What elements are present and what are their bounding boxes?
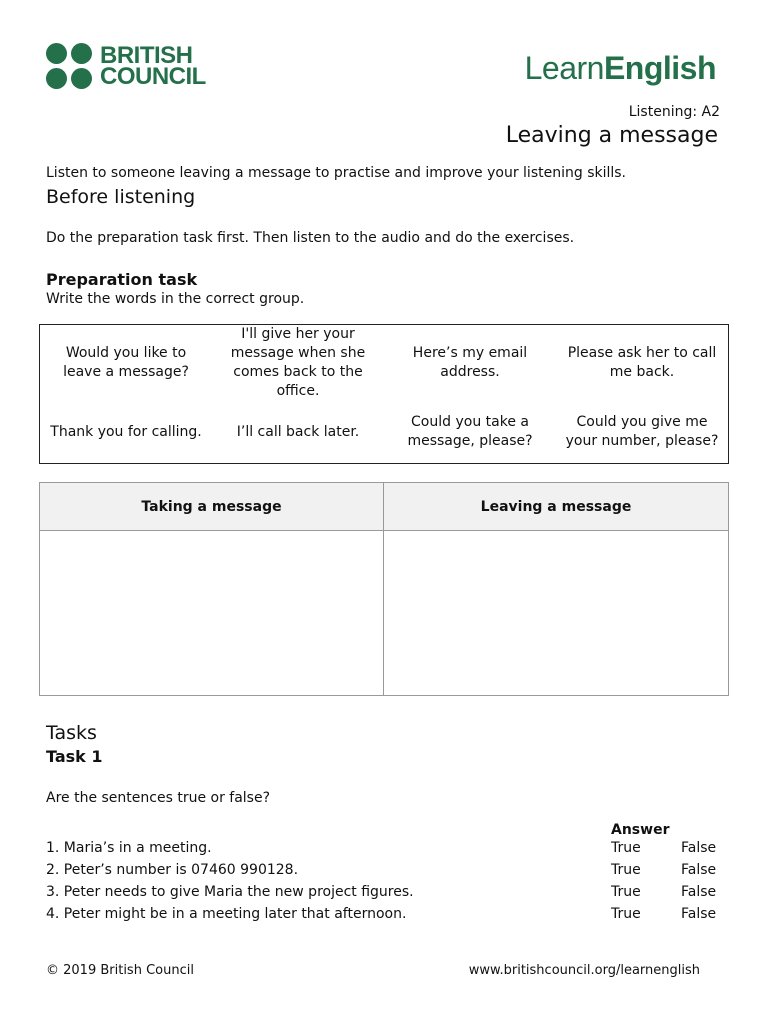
preparation-instruction: Write the words in the correct group. [46,291,305,307]
phrase-item: Thank you for calling. [50,423,202,440]
true-option[interactable]: True [611,862,641,878]
group-header-taking: Taking a message [40,483,384,531]
false-option[interactable]: False [681,862,717,878]
logo-line-2: COUNCIL [100,63,206,90]
logo-dots-icon [46,43,92,89]
group-header-leaving: Leaving a message [384,483,728,531]
task-question: 3. Peter needs to give Maria the new project figures. [46,884,414,900]
true-option[interactable]: True [611,906,641,922]
level-label: Listening: A2 [628,104,720,120]
true-option[interactable]: True [611,884,641,900]
group-cell-taking[interactable] [40,531,384,695]
group-cell-leaving[interactable] [384,531,728,695]
phrase-item: Could you take a message, please? [407,414,533,449]
grouping-table [39,482,729,696]
phrase-item: I'll give her your message when she comes back to the office. [230,326,366,399]
phrase-item: Could you give me your number, please? [565,414,719,449]
phrase-item: Here’s my email address. [412,345,528,380]
task1-heading: Task 1 [46,747,103,766]
before-listening-heading: Before listening [46,186,196,208]
false-option[interactable]: False [681,840,717,856]
task-row [46,906,726,928]
footer-url[interactable]: www.britishcouncil.org/learnenglish [468,963,700,978]
learnenglish-logo [525,50,716,87]
intro-text: Listen to someone leaving a message to practise and improve your listening skills. [46,165,627,181]
brand-english: English [603,50,716,86]
task-row [46,862,726,884]
logo-wordmark [100,42,206,90]
phrase-item: Please ask her to call me back. [567,345,717,380]
preparation-task-heading: Preparation task [46,270,198,289]
footer-copyright: © 2019 British Council [46,963,194,978]
false-option[interactable]: False [681,884,717,900]
task1-instruction: Are the sentences true or false? [46,790,271,806]
task-question: 1. Maria’s in a meeting. [46,840,212,856]
phrase-box [39,324,729,464]
task-row [46,884,726,906]
logo-line-1: BRITISH [100,42,193,69]
tasks-heading: Tasks [46,722,97,744]
true-option[interactable]: True [611,840,641,856]
task-question: 2. Peter’s number is 07460 990128. [46,862,299,878]
before-listening-text: Do the preparation task first. Then listen to the audio and do the exercises. [46,230,575,246]
british-council-logo [46,43,206,89]
task-row [46,840,726,862]
false-option[interactable]: False [681,906,717,922]
task-question: 4. Peter might be in a meeting later that afternoon. [46,906,407,922]
page-title: Leaving a message [505,123,718,148]
answer-header: Answer [611,822,670,838]
phrase-item: Would you like to leave a message? [63,345,189,380]
phrase-item: I’ll call back later. [236,423,360,440]
brand-learn: Learn [524,50,604,86]
